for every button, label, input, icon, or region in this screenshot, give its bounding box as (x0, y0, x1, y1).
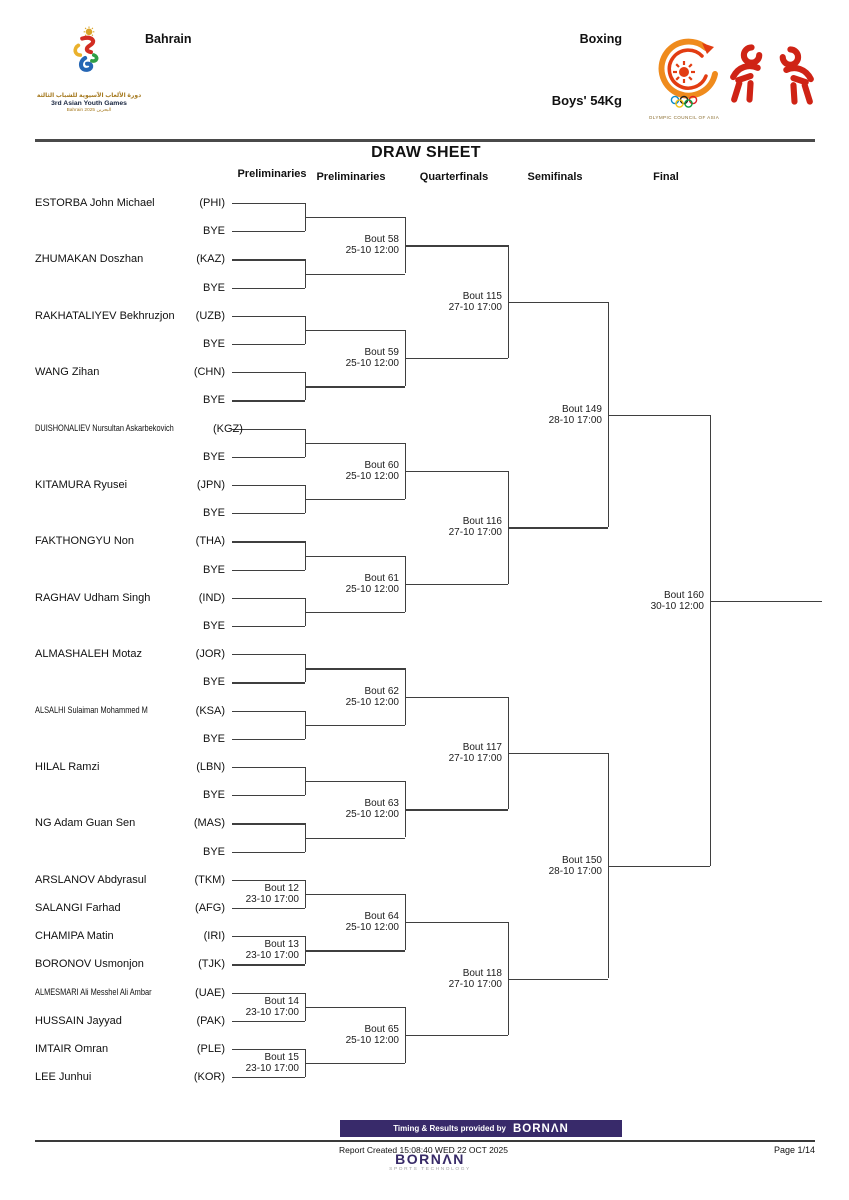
noc-code: (TKM) (194, 873, 225, 886)
athlete-name: BORONOV Usmonjon (35, 958, 144, 971)
header-country: Bahrain (145, 32, 192, 46)
noc-code: (JOR) (195, 648, 225, 661)
bracket-entry (35, 872, 225, 887)
noc-code: (KSA) (195, 704, 225, 717)
bornan-logo-subtitle: SPORTS TECHNOLOGY (389, 1167, 471, 1172)
bout-datetime: 27-10 17:00 (448, 752, 502, 764)
bracket-entry (35, 252, 225, 267)
noc-code: (UZB) (195, 309, 225, 322)
bout-label (412, 516, 502, 538)
footer-divider (35, 1140, 815, 1142)
bracket-line (305, 668, 405, 669)
bracket-entry (35, 196, 225, 211)
bye-label: BYE (202, 845, 225, 858)
bout-datetime: 23-10 17:00 (245, 1063, 299, 1075)
bracket-entry (35, 590, 225, 605)
bracket-entry (35, 562, 225, 577)
noc-code: (IND) (198, 591, 225, 604)
bye-label: BYE (202, 563, 225, 576)
bracket-line (305, 894, 405, 895)
bracket-line (305, 1063, 405, 1064)
athlete-name: KITAMURA Ryusei (35, 479, 128, 491)
bracket-line (508, 527, 608, 528)
bracket-line (305, 274, 405, 275)
athlete-name: ALMASHALEH Motaz (35, 648, 142, 661)
bracket-line (232, 429, 305, 430)
boxing-pictogram-icon (726, 42, 818, 113)
bracket-entry (35, 393, 225, 408)
timing-results-badge (340, 1120, 622, 1137)
bracket-line (232, 457, 305, 458)
bout-number: Bout 59 (364, 347, 399, 359)
header-event: Boys' 54Kg (551, 93, 622, 108)
bornan-logo: BORNΛN (395, 1151, 465, 1167)
bye-label: BYE (202, 789, 225, 802)
bracket-line (305, 950, 405, 951)
athlete-name: WANG Zihan (35, 366, 100, 379)
bout-number: Bout 60 (364, 459, 399, 471)
bracket-entry (35, 1042, 225, 1057)
bracket-line (232, 795, 305, 796)
bracket-line (508, 753, 608, 754)
bye-label: BYE (202, 394, 225, 407)
athlete-name: DUISHONALIEV Nursultan Askarbekovich (35, 423, 174, 435)
noc-code: (AFG) (195, 902, 225, 914)
bracket-entry (35, 844, 225, 859)
athlete-name: HILAL Ramzi (35, 761, 100, 773)
bye-label: BYE (202, 507, 225, 520)
bracket-line (232, 570, 305, 571)
bout-label (512, 404, 602, 426)
header-sport: Boxing (579, 32, 622, 46)
bout-number: Bout 118 (462, 967, 502, 979)
oca-logo-icon (642, 36, 726, 110)
bracket-entry (35, 449, 225, 464)
bracket-line (508, 302, 608, 303)
column-header-semifinals: Semifinals (527, 171, 583, 183)
bout-number: Bout 115 (462, 290, 502, 302)
bye-label: BYE (202, 281, 225, 294)
bout-label (209, 939, 299, 961)
bracket-line (232, 767, 305, 768)
bout-datetime: 25-10 12:00 (345, 809, 399, 821)
bout-datetime: 25-10 12:00 (345, 1034, 399, 1046)
athlete-name: FAKTHONGYU Non (35, 535, 135, 548)
bracket-line (405, 584, 508, 585)
bye-label: BYE (202, 225, 225, 238)
bout-label (309, 460, 399, 482)
athlete-name: ALMESMARI Ali Messhel Ali Ambar (35, 987, 152, 999)
bracket-line (710, 601, 822, 602)
noc-code: (MAS) (193, 817, 225, 830)
bracket-line (232, 598, 305, 599)
bracket-line (232, 852, 305, 853)
athlete-name: IMTAIR Omran (35, 1043, 109, 1055)
bracket-line (232, 259, 305, 260)
bout-label (412, 742, 502, 764)
bout-number: Bout 14 (264, 995, 299, 1007)
page-number: Page 1/14 (773, 1145, 815, 1155)
bout-label (309, 347, 399, 369)
bout-label (209, 883, 299, 905)
bout-datetime: 23-10 17:00 (245, 1006, 299, 1018)
bracket-line (608, 415, 710, 416)
athlete-name: ARSLANOV Abdyrasul (35, 873, 147, 886)
bracket-line (232, 344, 305, 345)
bout-label (412, 968, 502, 990)
bout-datetime: 27-10 17:00 (448, 301, 502, 313)
bout-label (412, 291, 502, 313)
bout-datetime: 23-10 17:00 (245, 950, 299, 962)
noc-code: (PLE) (196, 1043, 225, 1055)
games-logo (36, 26, 142, 114)
bout-number: Bout 65 (364, 1023, 399, 1035)
bracket-line (305, 1007, 405, 1008)
header-divider (35, 139, 815, 142)
bracket-line (405, 1035, 508, 1036)
noc-code: (PHI) (199, 197, 225, 209)
bracket-line (232, 682, 305, 683)
bout-label (309, 686, 399, 708)
bout-datetime: 25-10 12:00 (345, 358, 399, 370)
bout-number: Bout 116 (462, 516, 502, 528)
bracket-line (305, 725, 405, 726)
bout-label (309, 911, 399, 933)
bracket-entry (35, 365, 225, 380)
bracket-line (232, 880, 305, 881)
bracket-line (232, 654, 305, 655)
games-logo-title: 3rd Asian Youth Games (51, 100, 127, 107)
bout-label (309, 234, 399, 256)
games-logo-icon (54, 26, 124, 88)
athlete-name: HUSSAIN Jayyad (35, 1014, 122, 1027)
bracket-entry (35, 337, 225, 352)
bout-number: Bout 63 (364, 798, 399, 810)
bracket-line (405, 922, 508, 923)
bracket-line (232, 1077, 305, 1078)
bracket-entry (35, 647, 225, 662)
bye-label: BYE (202, 338, 225, 350)
bracket-line (305, 330, 405, 331)
bracket-line (305, 217, 405, 218)
column-header-preliminaries-1: Preliminaries (237, 168, 307, 180)
bout-number: Bout 61 (364, 572, 399, 584)
bout-number: Bout 150 (561, 854, 602, 866)
bracket-line (232, 288, 305, 289)
athlete-name: CHAMIPA Matin (35, 930, 114, 943)
bracket-line (232, 1049, 305, 1050)
athlete-name: NG Adam Guan Sen (35, 817, 136, 830)
bracket-entry (35, 619, 225, 634)
bout-datetime: 27-10 17:00 (448, 978, 502, 990)
bracket-entry (35, 816, 225, 831)
bout-number: Bout 117 (462, 741, 502, 753)
bout-label (512, 855, 602, 877)
bracket-line (305, 838, 405, 839)
bracket-entry (35, 788, 225, 803)
bout-label (209, 996, 299, 1018)
bracket-line (232, 316, 305, 317)
games-logo-subtitle: Bahrain 2025 البحرين (66, 108, 112, 113)
bout-label (209, 1052, 299, 1074)
bracket-line (232, 513, 305, 514)
bout-number: Bout 62 (364, 685, 399, 697)
bracket-line (232, 739, 305, 740)
bracket-line (305, 781, 405, 782)
bracket-line (232, 372, 305, 373)
noc-code: (KGZ) (212, 422, 243, 435)
bracket-entry (35, 901, 225, 916)
bracket-line (405, 809, 508, 810)
bout-datetime: 25-10 12:00 (345, 922, 399, 934)
bracket-entry (35, 985, 225, 1000)
bracket-entry (35, 421, 243, 436)
bracket-line (232, 908, 305, 909)
timing-results-text: Timing & Results provided by (393, 1124, 506, 1133)
bracket-line (232, 203, 305, 204)
bracket-line (232, 400, 305, 401)
bracket-line (608, 866, 710, 867)
bracket-line (232, 964, 305, 965)
bout-datetime: 25-10 12:00 (345, 583, 399, 595)
bout-number: Bout 13 (264, 939, 299, 951)
bout-number: Bout 149 (561, 403, 602, 415)
bracket-entry (35, 675, 225, 690)
bracket-line (405, 245, 508, 246)
bracket-entry (35, 1070, 225, 1085)
bracket-entry (35, 280, 225, 295)
bout-datetime: 25-10 12:00 (345, 696, 399, 708)
bracket-line (232, 823, 305, 824)
athlete-name: SALANGI Farhad (35, 902, 121, 914)
bracket-entry (35, 224, 225, 239)
bracket-line (305, 386, 405, 387)
oca-caption: OLYMPIC COUNCIL OF ASIA (648, 115, 720, 120)
bracket-line (305, 612, 405, 613)
bracket-line (405, 697, 508, 698)
bout-number: Bout 15 (264, 1052, 299, 1064)
page-title: DRAW SHEET (371, 144, 481, 161)
noc-code: (CHN) (193, 366, 225, 379)
bracket-line (232, 711, 305, 712)
bout-datetime: 28-10 17:00 (548, 865, 602, 877)
column-header-preliminaries-2: Preliminaries (316, 171, 386, 183)
bout-number: Bout 58 (364, 234, 399, 246)
bracket-entry (35, 760, 225, 775)
athlete-name: LEE Junhui (35, 1071, 92, 1084)
bracket-entry (35, 957, 225, 972)
bracket-entry (35, 731, 225, 746)
bracket-line (232, 485, 305, 486)
bracket-line (405, 471, 508, 472)
bracket-line (232, 231, 305, 232)
report-created-text: Report Created 15:08:40 WED 22 OCT 2025 (339, 1145, 508, 1155)
bracket-entry (35, 308, 225, 323)
bye-label: BYE (202, 732, 225, 745)
bout-label (614, 590, 704, 612)
noc-code: (THA) (195, 535, 225, 548)
bout-number: Bout 12 (264, 882, 299, 894)
noc-code: (LBN) (196, 761, 225, 773)
bye-label: BYE (202, 450, 225, 463)
bracket-entry (35, 703, 225, 718)
bracket-line (710, 415, 711, 866)
bout-datetime: 30-10 12:00 (650, 601, 704, 612)
bracket-entry (35, 478, 225, 493)
bracket-line (232, 1021, 305, 1022)
bracket-entry (35, 1013, 225, 1028)
oca-logo (642, 36, 726, 120)
bracket-line (305, 443, 405, 444)
bornan-badge-logo: BORNΛN (512, 1122, 569, 1135)
bout-label (309, 798, 399, 820)
noc-code: (PAK) (196, 1014, 225, 1027)
bout-datetime: 23-10 17:00 (245, 893, 299, 905)
noc-code: (KAZ) (196, 253, 225, 266)
bracket-entry (35, 506, 225, 521)
bracket-line (232, 541, 305, 542)
bout-datetime: 25-10 12:00 (345, 470, 399, 482)
bracket-line (232, 936, 305, 937)
bye-label: BYE (202, 620, 225, 632)
noc-code: (JPN) (196, 479, 225, 491)
noc-code: (TJK) (198, 958, 225, 971)
bout-number: Bout 64 (364, 911, 399, 923)
noc-code: (KOR) (193, 1071, 225, 1084)
bracket-line (305, 499, 405, 500)
noc-code: (IRI) (203, 930, 225, 943)
bye-label: BYE (202, 676, 225, 689)
bracket-entry (35, 534, 225, 549)
athlete-name: ZHUMAKAN Doszhan (35, 253, 144, 266)
bout-label (309, 1024, 399, 1046)
bracket-entry (35, 929, 225, 944)
athlete-name: ESTORBA John Michael (35, 197, 155, 209)
column-header-final: Final (653, 171, 679, 183)
bout-datetime: 27-10 17:00 (448, 527, 502, 539)
bout-number: Bout 160 (663, 590, 704, 601)
bout-label (309, 573, 399, 595)
bout-datetime: 28-10 17:00 (548, 414, 602, 426)
games-logo-arabic: دورة الألعاب الآسيوية للشباب الثالثة (36, 93, 142, 99)
athlete-name: RAKHATALIYEV Bekhruzjon (35, 309, 175, 322)
bracket-line (508, 979, 608, 980)
noc-code: (UAE) (195, 986, 225, 999)
bracket-line (305, 556, 405, 557)
bracket-line (232, 993, 305, 994)
athlete-name: ALSALHI Sulaiman Mohammed M (35, 705, 148, 717)
column-header-quarterfinals: Quarterfinals (419, 171, 489, 183)
bracket-line (232, 626, 305, 627)
bracket-line (405, 358, 508, 359)
bout-datetime: 25-10 12:00 (345, 245, 399, 257)
athlete-name: RAGHAV Udham Singh (35, 591, 151, 604)
